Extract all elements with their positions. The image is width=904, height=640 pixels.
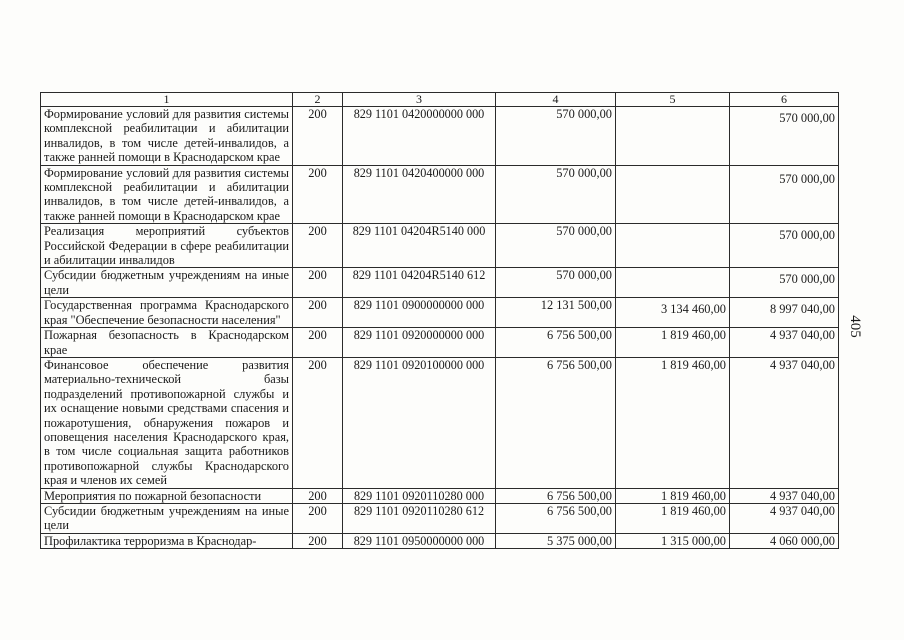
row-amount-5: 1 819 460,00: [616, 328, 730, 358]
row-amount-5: 1 819 460,00: [616, 503, 730, 533]
row-amount-6: 8 997 040,00: [730, 298, 839, 328]
table-row: [41, 107, 839, 166]
row-category: 200: [293, 357, 343, 488]
column-header: 5: [616, 93, 730, 107]
column-header: 1: [41, 93, 293, 107]
row-code: 829 1101 04204R5140 000: [343, 224, 496, 268]
row-category: 200: [293, 298, 343, 328]
table-row: [41, 298, 839, 328]
column-header: 6: [730, 93, 839, 107]
row-name: Формирование условий для развития системы комплексной реабилитации и абилитации инвалидов, в том числе детей-инвалидов, а также ранней помощи в Краснодарском крае: [41, 107, 293, 166]
row-category: 200: [293, 224, 343, 268]
row-amount-5: [616, 224, 730, 268]
column-header: 4: [496, 93, 616, 107]
row-code: 829 1101 0950000000 000: [343, 533, 496, 548]
page-number: 405: [846, 315, 863, 338]
table-row: [41, 533, 839, 548]
budget-table: [40, 92, 839, 549]
row-name: Профилактика терроризма в Краснодар-: [41, 533, 293, 548]
row-amount-6: 570 000,00: [730, 268, 839, 298]
table-row: [41, 328, 839, 358]
table-row: [41, 357, 839, 488]
row-code: 829 1101 04204R5140 612: [343, 268, 496, 298]
table-row: [41, 224, 839, 268]
row-amount-5: [616, 165, 730, 224]
row-amount-total: 6 756 500,00: [496, 357, 616, 488]
row-amount-total: 570 000,00: [496, 107, 616, 166]
row-amount-5: 1 819 460,00: [616, 357, 730, 488]
row-amount-5: [616, 107, 730, 166]
row-amount-total: 570 000,00: [496, 268, 616, 298]
row-amount-total: 570 000,00: [496, 224, 616, 268]
row-name: Государственная программа Краснодарского края "Обеспечение безопасности населения": [41, 298, 293, 328]
row-amount-total: 6 756 500,00: [496, 488, 616, 503]
row-amount-6: 4 060 000,00: [730, 533, 839, 548]
row-category: 200: [293, 488, 343, 503]
row-amount-5: [616, 268, 730, 298]
row-code: 829 1101 0900000000 000: [343, 298, 496, 328]
row-amount-5: 1 315 000,00: [616, 533, 730, 548]
row-name: Мероприятия по пожарной безопасности: [41, 488, 293, 503]
row-name: Субсидии бюджетным учреждениям на иные цели: [41, 503, 293, 533]
row-name: Реализация мероприятий субъектов Российской Федерации в сфере реабилитации и абилитации инвалидов: [41, 224, 293, 268]
row-category: 200: [293, 533, 343, 548]
row-amount-5: 1 819 460,00: [616, 488, 730, 503]
table-row: [41, 268, 839, 298]
column-header: 3: [343, 93, 496, 107]
row-code: 829 1101 0920110280 612: [343, 503, 496, 533]
table-row: [41, 503, 839, 533]
row-amount-6: 570 000,00: [730, 224, 839, 268]
table-header-row: [41, 93, 839, 107]
row-category: 200: [293, 268, 343, 298]
row-amount-total: 570 000,00: [496, 165, 616, 224]
row-amount-5: 3 134 460,00: [616, 298, 730, 328]
row-amount-total: 6 756 500,00: [496, 328, 616, 358]
row-name: Финансовое обеспечение развития материально-технической базы подразделений противопожарной службы и их оснащение новыми средствами спасения и пожаротушения, обнаружения пожаров и оповещения населения Краснодарского края, в том числе социальная защита работников противопожарной службы Краснодарского края и членов их семей: [41, 357, 293, 488]
row-name: Пожарная безопасность в Краснодарском крае: [41, 328, 293, 358]
row-code: 829 1101 0420400000 000: [343, 165, 496, 224]
row-code: 829 1101 0920100000 000: [343, 357, 496, 488]
row-category: 200: [293, 503, 343, 533]
row-category: 200: [293, 165, 343, 224]
row-amount-6: 4 937 040,00: [730, 328, 839, 358]
table-row: [41, 165, 839, 224]
row-amount-6: 4 937 040,00: [730, 503, 839, 533]
row-code: 829 1101 0920110280 000: [343, 488, 496, 503]
row-amount-total: 6 756 500,00: [496, 503, 616, 533]
row-amount-6: 570 000,00: [730, 165, 839, 224]
table-row: [41, 488, 839, 503]
row-name: Формирование условий для развития системы комплексной реабилитации и абилитации инвалидов, в том числе детей-инвалидов, а также ранней помощи в Краснодарском крае: [41, 165, 293, 224]
row-amount-6: 4 937 040,00: [730, 488, 839, 503]
row-name: Субсидии бюджетным учреждениям на иные цели: [41, 268, 293, 298]
row-category: 200: [293, 328, 343, 358]
row-category: 200: [293, 107, 343, 166]
row-amount-6: 570 000,00: [730, 107, 839, 166]
row-amount-6: 4 937 040,00: [730, 357, 839, 488]
row-code: 829 1101 0420000000 000: [343, 107, 496, 166]
row-code: 829 1101 0920000000 000: [343, 328, 496, 358]
row-amount-total: 5 375 000,00: [496, 533, 616, 548]
column-header: 2: [293, 93, 343, 107]
row-amount-total: 12 131 500,00: [496, 298, 616, 328]
